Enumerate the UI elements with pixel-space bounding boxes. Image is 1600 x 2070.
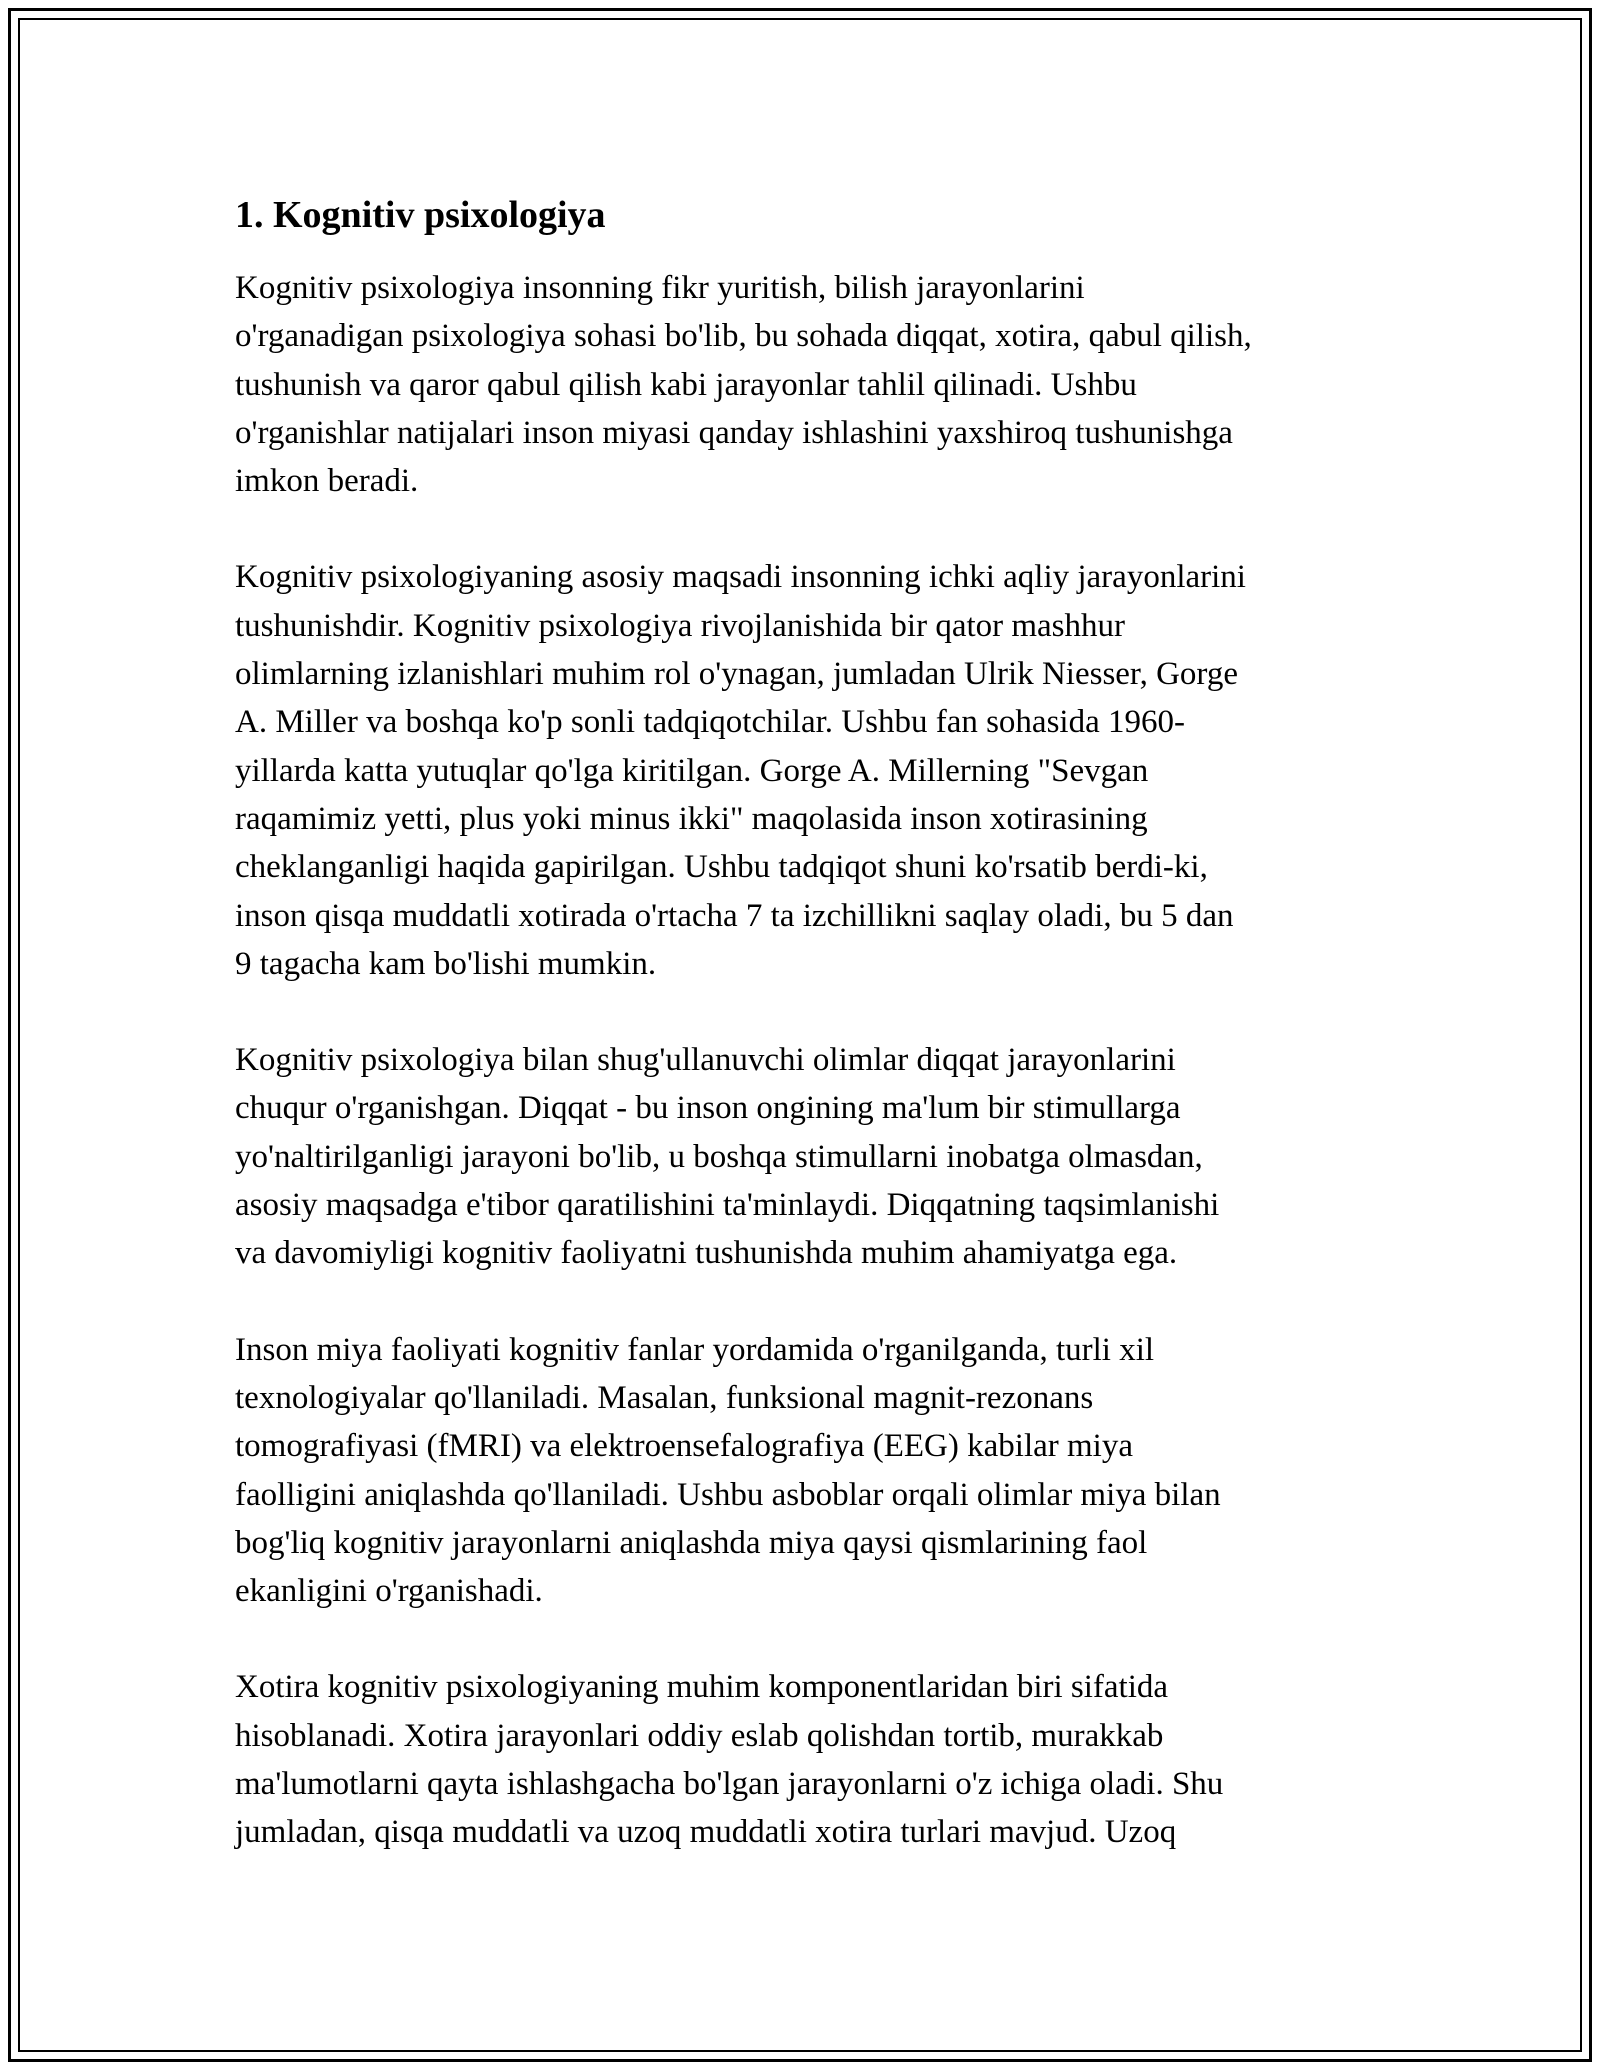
text-line: va davomiyligi kognitiv faoliyatni tushunishda muhim ahamiyatga ega. — [235, 1235, 1178, 1272]
paragraph-4 — [235, 1326, 1385, 1616]
text-line: o'rganishlar natijalari inson miyasi qanday ishlashini yaxshiroq tushunishga — [235, 414, 1233, 451]
text-line: bog'liq kognitiv jarayonlarni aniqlashda miya qaysi qismlarining faol — [235, 1524, 1148, 1561]
text-line: hisoblanadi. Xotira jarayonlari oddiy eslab qolishdan tortib, murakkab — [235, 1717, 1164, 1754]
text-line: asosiy maqsadga e'tibor qaratilishini ta'minlaydi. Diqqatning taqsimlanishi — [235, 1187, 1220, 1224]
text-line: ma'lumotlarni qayta ishlashgacha bo'lgan jarayonlarni o'z ichiga oladi. Shu — [235, 1766, 1224, 1803]
text-line: imkon beradi. — [235, 463, 419, 500]
text-line: tushunishdir. Kognitiv psixologiya rivojlanishida bir qator mashhur — [235, 607, 1126, 644]
text-line: yo'naltirilganligi jarayoni bo'lib, u boshqa stimullarni inobatga olmasdan, — [235, 1138, 1203, 1175]
paragraph-2 — [235, 553, 1385, 988]
text-line: o'rganadigan psixologiya sohasi bo'lib, bu sohada diqqat, xotira, qabul qilish, — [235, 318, 1252, 355]
text-line: yillarda katta yutuqlar qo'lga kiritilgan. Gorge A. Millerning "Sevgan — [235, 752, 1149, 789]
text-line: jumladan, qisqa muddatli va uzoq muddatli xotira turlari mavjud. Uzoq — [235, 1814, 1177, 1851]
text-line: ekanligini o'rganishadi. — [235, 1573, 543, 1610]
paragraph-1 — [235, 264, 1385, 505]
text-line: Kognitiv psixologiyaning asosiy maqsadi insonning ichki aqliy jarayonlarini — [235, 559, 1246, 596]
text-line: cheklanganligi haqida gapirilgan. Ushbu tadqiqot shuni ko'rsatib berdi-ki, — [235, 849, 1208, 886]
text-line: texnologiyalar qo'llaniladi. Masalan, funksional magnit-rezonans — [235, 1379, 1094, 1416]
text-line: Kognitiv psixologiya insonning fikr yuritish, bilish jarayonlarini — [235, 270, 1085, 306]
text-line: 9 tagacha kam bo'lishi mumkin. — [235, 945, 657, 982]
paragraph-5 — [235, 1663, 1385, 1856]
text-line: Kognitiv psixologiya bilan shug'ullanuvchi olimlar diqqat jarayonlarini — [235, 1042, 1176, 1079]
text-line: tomografiyasi (fMRI) va elektroensefalografiya (EEG) kabilar miya — [235, 1428, 1133, 1465]
paragraph-3 — [235, 1036, 1385, 1277]
document-body — [235, 188, 1385, 1905]
section-heading: 1. Kognitiv psixologiya — [235, 194, 606, 236]
text-line: olimlarning izlanishlari muhim rol o'ynagan, jumladan Ulrik Niesser, Gorge — [235, 656, 1238, 693]
text-line: raqamimiz yetti, plus yoki minus ikki" maqolasida inson xotirasining — [235, 800, 1148, 837]
text-line: Xotira kognitiv psixologiyaning muhim komponentlaridan biri sifatida — [235, 1669, 1169, 1706]
text-line: chuqur o'rganishgan. Diqqat - bu inson ongining ma'lum bir stimullarga — [235, 1090, 1181, 1127]
text-line: tushunish va qaror qabul qilish kabi jarayonlar tahlil qilinadi. Ushbu — [235, 366, 1137, 403]
text-line: faolligini aniqlashda qo'llaniladi. Ushbu asboblar orqali olimlar miya bilan — [235, 1476, 1221, 1513]
text-line: A. Miller va boshqa ko'p sonli tadqiqotchilar. Ushbu fan sohasida 1960- — [235, 704, 1185, 741]
text-line: inson qisqa muddatli xotirada o'rtacha 7 ta izchillikni saqlay oladi, bu 5 dan — [235, 897, 1234, 934]
text-line: Inson miya faoliyati kognitiv fanlar yordamida o'rganilganda, turli xil — [235, 1331, 1155, 1368]
